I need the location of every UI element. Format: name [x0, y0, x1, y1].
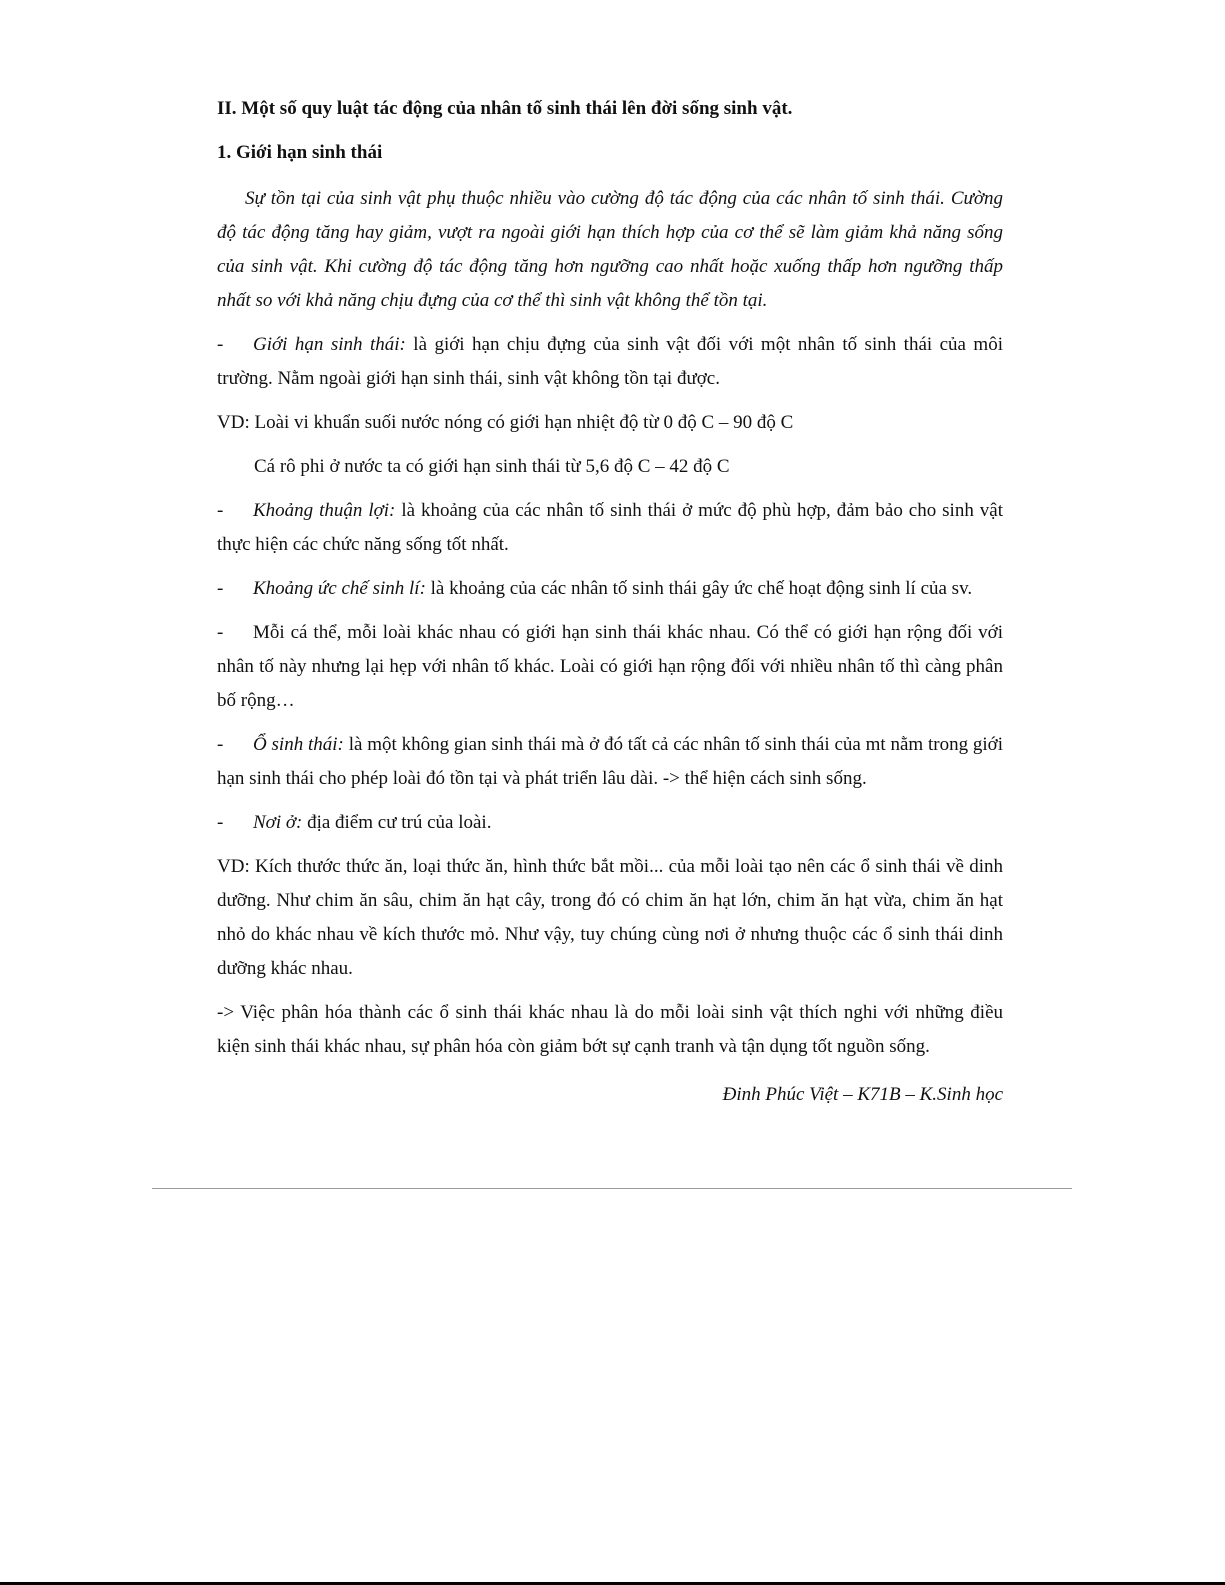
example-3: VD: Kích thước thức ăn, loại thức ăn, hình thức bắt mồi... của mỗi loài tạo nên các ổ sinh thái về dinh dưỡng. Như chim ăn sâu, chim ăn hạt cây, trong đó có chim ăn hạt lớn, chim ăn hạt vừa, chim ăn hạt nhỏ do khác nhau về kích thước mỏ. Như vậy, tuy chúng cùng nơi ở nhưng thuộc các ổ sinh thái dinh dưỡng khác nhau. — [217, 856, 1003, 979]
subsection-title: 1. Giới hạn sinh thái — [217, 142, 383, 163]
moi-ca-the-text: Mỗi cá thể, mỗi loài khác nhau có giới hạn sinh thái khác nhau. Có thể có giới hạn rộng đối với nhân tố này nhưng lại hẹp với nhân tố khác. Loài có giới hạn rộng đối với nhiều nhân tố thì càng phân bố rộng… — [217, 622, 1003, 711]
section-title: II. Một số quy luật tác động của nhân tố sinh thái lên đời sống sinh vật. — [217, 98, 793, 119]
term-gioi-han: Giới hạn sinh thái: — [253, 334, 406, 355]
gioi-han-sinh-thai-item — [217, 328, 1003, 396]
noi-o-item — [217, 806, 1003, 840]
bullet-dash: - — [217, 622, 224, 643]
term-khoang-thuan-loi: Khoảng thuận lợi: — [253, 500, 396, 521]
intro-paragraph: Sự tồn tại của sinh vật phụ thuộc nhiều vào cường độ tác động của các nhân tố sinh thái. Cường độ tác động tăng hay giảm, vượt ra ngoài giới hạn thích hợp của cơ thể sẽ làm giảm khả năng sống của sinh vật. Khi cường độ tác động tăng hơn ngưỡng cao nhất hoặc xuống thấp hơn ngưỡng thấp nhất so với khả năng chịu đựng của cơ thể thì sinh vật không thể tồn tại. — [217, 188, 1003, 311]
term-o-sinh-thai: Ổ sinh thái: — [253, 734, 344, 755]
bullet-dash: - — [217, 812, 224, 833]
term-khoang-uc-che: Khoảng ức chế sinh lí: — [253, 578, 426, 599]
bullet-dash: - — [217, 500, 224, 521]
moi-ca-the-item — [217, 616, 1003, 718]
author-signature: Đinh Phúc Việt – K71B – K.Sinh học — [722, 1084, 1003, 1105]
bullet-dash: - — [217, 578, 224, 599]
definition-o-sinh-thai: là một không gian sinh thái mà ở đó tất cả các nhân tố sinh thái của mt nằm trong giới hạn sinh thái cho phép loài đó tồn tại và phát triển lâu dài. -> thể hiện cách sinh sống. — [217, 734, 1003, 789]
example-1: VD: Loài vi khuẩn suối nước nóng có giới hạn nhiệt độ từ 0 độ C – 90 độ C — [217, 412, 794, 433]
definition-noi-o: địa điểm cư trú của loài. — [302, 812, 492, 833]
khoang-thuan-loi-item — [217, 494, 1003, 562]
term-noi-o: Nơi ở: — [253, 812, 303, 833]
bullet-dash: - — [217, 334, 224, 355]
definition-khoang-thuan-loi: là khoảng của các nhân tố sinh thái ở mức độ phù hợp, đảm bảo cho sinh vật thực hiện các chức năng sống tốt nhất. — [217, 500, 1003, 555]
conclusion-paragraph: -> Việc phân hóa thành các ổ sinh thái khác nhau là do mỗi loài sinh vật thích nghi với những điều kiện sinh thái khác nhau, sự phân hóa còn giảm bớt sự cạnh tranh và tận dụng tốt nguồn sống. — [217, 1002, 1003, 1057]
bullet-dash: - — [217, 734, 224, 755]
definition-khoang-uc-che: là khoảng của các nhân tố sinh thái gây ức chế hoạt động sinh lí của sv. — [425, 578, 973, 599]
example-2: Cá rô phi ở nước ta có giới hạn sinh thái từ 5,6 độ C – 42 độ C — [254, 456, 730, 477]
page-divider — [152, 1188, 1072, 1189]
document-page — [217, 94, 1003, 1112]
khoang-uc-che-item — [217, 572, 1003, 606]
o-sinh-thai-item — [217, 728, 1003, 796]
definition-gioi-han: là giới hạn chịu đựng của sinh vật đối với một nhân tố sinh thái của môi trường. Nằm ngoài giới hạn sinh thái, sinh vật không tồn tại được. — [217, 334, 1003, 389]
